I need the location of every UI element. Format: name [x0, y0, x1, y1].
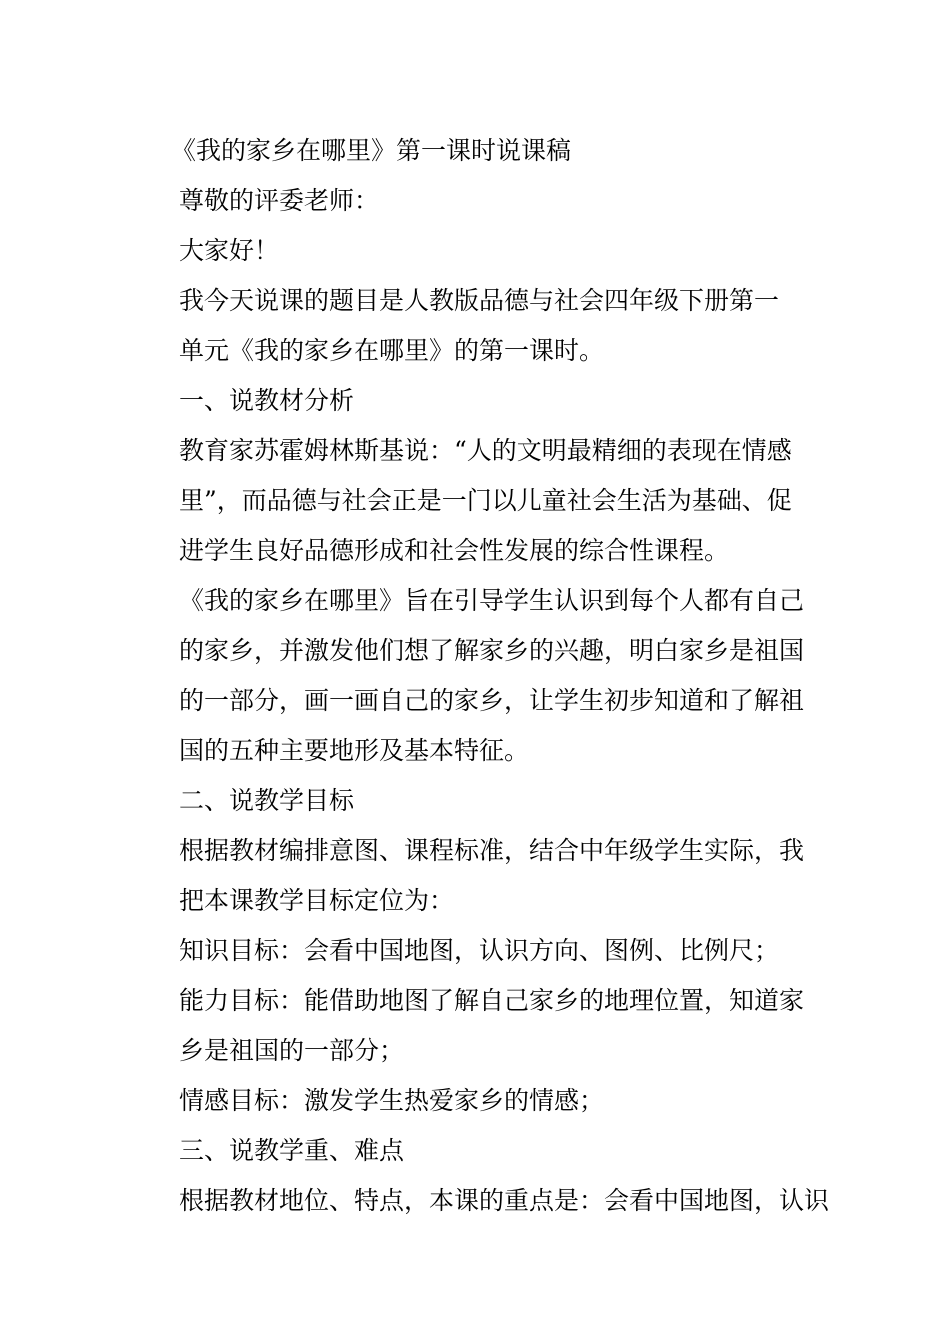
- paragraph-line: 根据教材地位、特点，本课的重点是：会看中国地图，认识: [179, 1186, 830, 1215]
- paragraph-line: 我今天说课的题目是人教版品德与社会四年级下册第一: [179, 286, 780, 315]
- section-heading: 二、说教学目标: [179, 786, 355, 815]
- paragraph-line: 《我的家乡在哪里》旨在引导学生认识到每个人都有自己: [179, 586, 805, 615]
- document-title: 《我的家乡在哪里》第一课时说课稿: [171, 136, 572, 165]
- paragraph-line: 根据教材编排意图、课程标准，结合中年级学生实际，我: [179, 836, 805, 865]
- knowledge-goal: 知识目标：会看中国地图，认识方向、图例、比例尺；: [179, 936, 780, 965]
- paragraph-line: 的家乡，并激发他们想了解家乡的兴趣，明白家乡是祖国: [179, 636, 805, 665]
- salutation: 尊敬的评委老师：: [179, 186, 380, 215]
- paragraph-line: 国的五种主要地形及基本特征。: [179, 736, 530, 765]
- paragraph-line: 乡是祖国的一部分；: [179, 1036, 405, 1065]
- greeting: 大家好！: [179, 236, 280, 265]
- paragraph-line: 里”，而品德与社会正是一门以儿童社会生活为基础、促: [179, 486, 792, 515]
- paragraph-line: 的一部分，画一画自己的家乡，让学生初步知道和了解祖: [179, 686, 805, 715]
- emotion-goal: 情感目标：激发学生热爱家乡的情感；: [179, 1086, 605, 1115]
- document-body: [171, 126, 830, 1226]
- paragraph-line: 教育家苏霍姆林斯基说：“人的文明最精细的表现在情感: [179, 436, 792, 465]
- paragraph-line: 进学生良好品德形成和社会性发展的综合性课程。: [179, 536, 730, 565]
- paragraph-line: 把本课教学目标定位为：: [179, 886, 455, 915]
- paragraph-line: 单元《我的家乡在哪里》的第一课时。: [179, 336, 605, 365]
- section-heading: 三、说教学重、难点: [179, 1136, 405, 1165]
- ability-goal: 能力目标：能借助地图了解自己家乡的地理位置，知道家: [179, 986, 805, 1015]
- section-heading: 一、说教材分析: [179, 386, 355, 415]
